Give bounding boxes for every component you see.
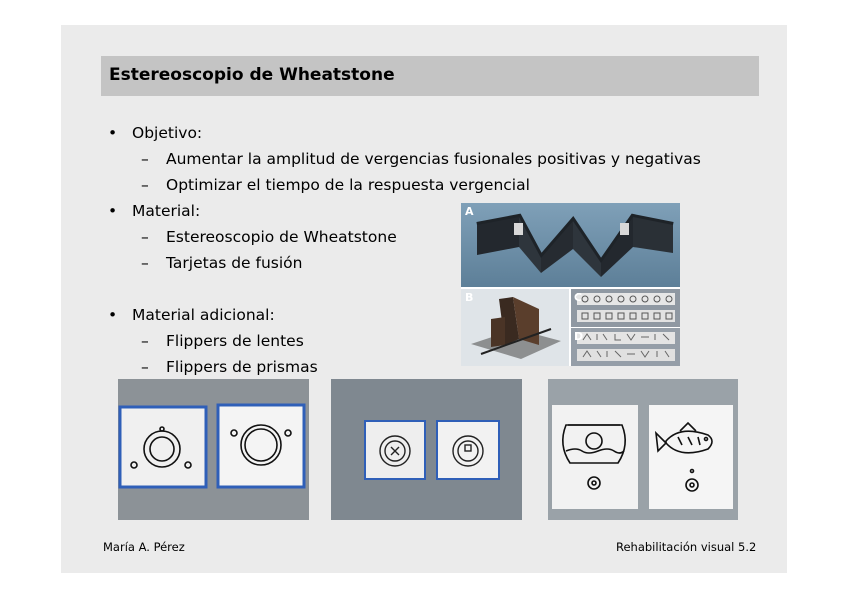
sub-bullet-text: Flippers de prismas xyxy=(166,358,318,376)
bullet-dot: • xyxy=(108,202,118,220)
stereoscope-composite-image xyxy=(461,203,680,366)
sub-bullet-dash: – xyxy=(141,254,149,272)
sub-bullet-dash: – xyxy=(141,332,149,350)
slide-title: Estereoscopio de Wheatstone xyxy=(109,65,395,85)
sub-bullet-text: Flippers de lentes xyxy=(166,332,304,350)
bullet-dot: • xyxy=(108,306,118,324)
figure-label-b: B xyxy=(465,291,474,304)
sub-bullet-dash: – xyxy=(141,228,149,246)
fusion-cards-photo-d xyxy=(571,328,680,366)
figure-label-d: D xyxy=(574,330,584,343)
sub-bullet-text: Estereoscopio de Wheatstone xyxy=(166,228,397,246)
footer-author: María A. Pérez xyxy=(103,540,185,554)
bullet-text: Material adicional: xyxy=(132,306,275,324)
sub-bullet-text: Tarjetas de fusión xyxy=(166,254,303,272)
sub-bullet-text: Optimizar el tiempo de la respuesta vergencial xyxy=(166,176,530,194)
bullet-dot: • xyxy=(108,124,118,142)
stereoscope-photo-a xyxy=(461,203,680,287)
sub-bullet-dash: – xyxy=(141,358,149,376)
bullet-text: Material: xyxy=(132,202,201,220)
sub-bullet-dash: – xyxy=(141,176,149,194)
figure-label-a: A xyxy=(465,205,474,218)
slide xyxy=(61,25,787,573)
bullet-text: Objetivo: xyxy=(132,124,203,142)
title-bar xyxy=(101,56,759,96)
stereoscope-photo-b xyxy=(461,289,569,366)
fusion-cards-photo-c xyxy=(571,289,680,327)
sub-bullet-text: Aumentar la amplitud de vergencias fusionales positivas y negativas xyxy=(166,150,701,168)
fusion-card-photo-circles xyxy=(118,379,309,520)
fusion-card-photo-fishbowl xyxy=(548,379,738,520)
figure-label-c: C xyxy=(574,291,583,304)
sub-bullet-dash: – xyxy=(141,150,149,168)
fusion-card-photo-targets xyxy=(331,379,522,520)
footer-course: Rehabilitación visual 5.2 xyxy=(616,540,757,554)
